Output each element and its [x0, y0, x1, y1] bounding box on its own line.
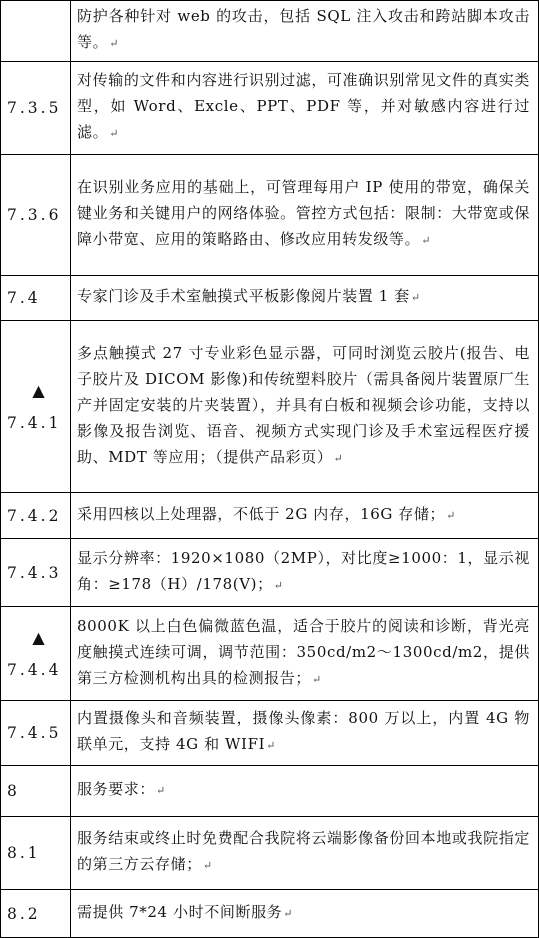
- item-number-cell: [1, 890, 71, 938]
- item-description-cell: [71, 321, 539, 493]
- item-description: 服务要求：: [77, 780, 156, 798]
- item-description: 需提供 7*24 小时不间断服务: [77, 902, 283, 921]
- item-description: 内置摄像头和音频装置，摄像头像素：800 万以上，内置 4G 物联单元，支持 4G 和 WIFI: [77, 709, 530, 753]
- item-description-cell: [71, 766, 539, 817]
- item-description-cell: [71, 607, 539, 701]
- item-description-cell: [71, 493, 539, 539]
- item-number: 7.4: [7, 289, 41, 307]
- item-description: 对传输的文件和内容进行识别过滤，可准确识别常见文件的真实类型，如 Word、Excle、PPT、PDF 等，并对敏感内容进行过滤。: [77, 71, 530, 141]
- item-number-cell: [1, 607, 71, 701]
- item-number: 7.4.1: [7, 414, 62, 432]
- return-mark-icon: ↵: [273, 578, 284, 592]
- table-row: [1, 817, 539, 890]
- item-number-cell: [1, 62, 71, 155]
- item-description: 在识别业务应用的基础上，可管理每用户 IP 使用的带宽，确保关键业务和关键用户的网络体验。管控方式包括：限制：大带宽或保障小带宽、应用的策略路由、修改应用转发级等。: [77, 178, 530, 248]
- item-description: 8000K 以上白色偏微蓝色温，适合于胶片的阅读和诊断，背光亮度触摸式连续可调，调节范围：350cd/m2～1300cd/m2，提供第三方检测机构出具的检测报告；: [77, 616, 530, 687]
- item-description: 采用四核以上处理器，不低于 2G 内存，16G 存储；: [77, 504, 446, 523]
- table-row: [1, 607, 539, 701]
- table-row: [1, 766, 539, 817]
- item-number-cell: [1, 276, 71, 321]
- item-description: 防护各种针对 web 的攻击，包括 SQL 注入攻击和跨站脚本攻击等。: [77, 7, 530, 51]
- return-mark-icon: ↵: [202, 859, 213, 872]
- return-mark-icon: ↵: [109, 37, 120, 50]
- item-number-cell: [1, 493, 71, 539]
- item-number: 7.3.6: [7, 206, 62, 224]
- table-row: [1, 493, 539, 539]
- key-item-triangle-icon: ▲: [32, 381, 45, 400]
- item-description-cell: [71, 276, 539, 321]
- item-description: 显示分辨率：1920×1080（2MP），对比度≥1000：1，显示视角：≥178（H）/178(V)；: [77, 548, 530, 593]
- item-number-cell: [1, 321, 71, 493]
- item-description-cell: [71, 1, 539, 62]
- table-row: [1, 1, 539, 62]
- item-number: 8.1: [7, 844, 41, 862]
- item-number-cell: [1, 817, 71, 890]
- item-number: 7.4.4: [7, 661, 62, 679]
- table-row: [1, 276, 539, 321]
- item-number-cell: [1, 539, 71, 607]
- item-description-cell: [71, 817, 539, 890]
- return-mark-icon: ↵: [410, 291, 421, 304]
- return-mark-icon: ↵: [156, 784, 166, 797]
- return-mark-icon: ↵: [312, 672, 322, 686]
- table-row: [1, 155, 539, 276]
- key-item-triangle-icon: ▲: [32, 628, 45, 647]
- table-row: [1, 701, 539, 766]
- item-number: 7.3.5: [7, 99, 62, 117]
- item-description: 多点触摸式 27 寸专业彩色显示器，可同时浏览云胶片(报告、电子胶片及 DICOM 影像)和传统塑料胶片（需具备阅片装置原厂生产并固定安装的片夹装置），并具有白板和视频会诊功能，支持以影像及报告浏览、语音、视频方式实现门诊及手术室远程医疗援助、MDT 等应用；（提供产品彩页）: [77, 343, 530, 466]
- item-description-cell: [71, 890, 539, 938]
- item-number: 7.4.5: [7, 724, 62, 742]
- item-description-cell: [71, 539, 539, 607]
- table-row: [1, 890, 539, 938]
- return-mark-icon: ↵: [283, 906, 294, 920]
- item-number: 8.2: [7, 904, 41, 923]
- return-mark-icon: ↵: [109, 127, 120, 140]
- item-number-cell: [1, 1, 71, 62]
- item-description: 服务结束或终止时免费配合我院将云端影像备份回本地或我院指定的第三方云存储；: [77, 829, 530, 873]
- item-number: 7.4.3: [7, 563, 62, 582]
- item-number: 8: [7, 782, 20, 800]
- return-mark-icon: ↵: [333, 451, 344, 465]
- item-description-cell: [71, 155, 539, 276]
- return-mark-icon: ↵: [421, 234, 432, 247]
- table-row: [1, 539, 539, 607]
- item-number-cell: [1, 701, 71, 766]
- item-description-cell: [71, 701, 539, 766]
- return-mark-icon: ↵: [446, 508, 456, 522]
- table-row: [1, 321, 539, 493]
- item-number-cell: [1, 766, 71, 817]
- item-number: 7.4.2: [7, 506, 62, 525]
- item-description-cell: [71, 62, 539, 155]
- return-mark-icon: ↵: [266, 739, 276, 752]
- item-number-cell: [1, 155, 71, 276]
- table-row: [1, 62, 539, 155]
- item-description: 专家门诊及手术室触摸式平板影像阅片装置 1 套: [77, 287, 410, 305]
